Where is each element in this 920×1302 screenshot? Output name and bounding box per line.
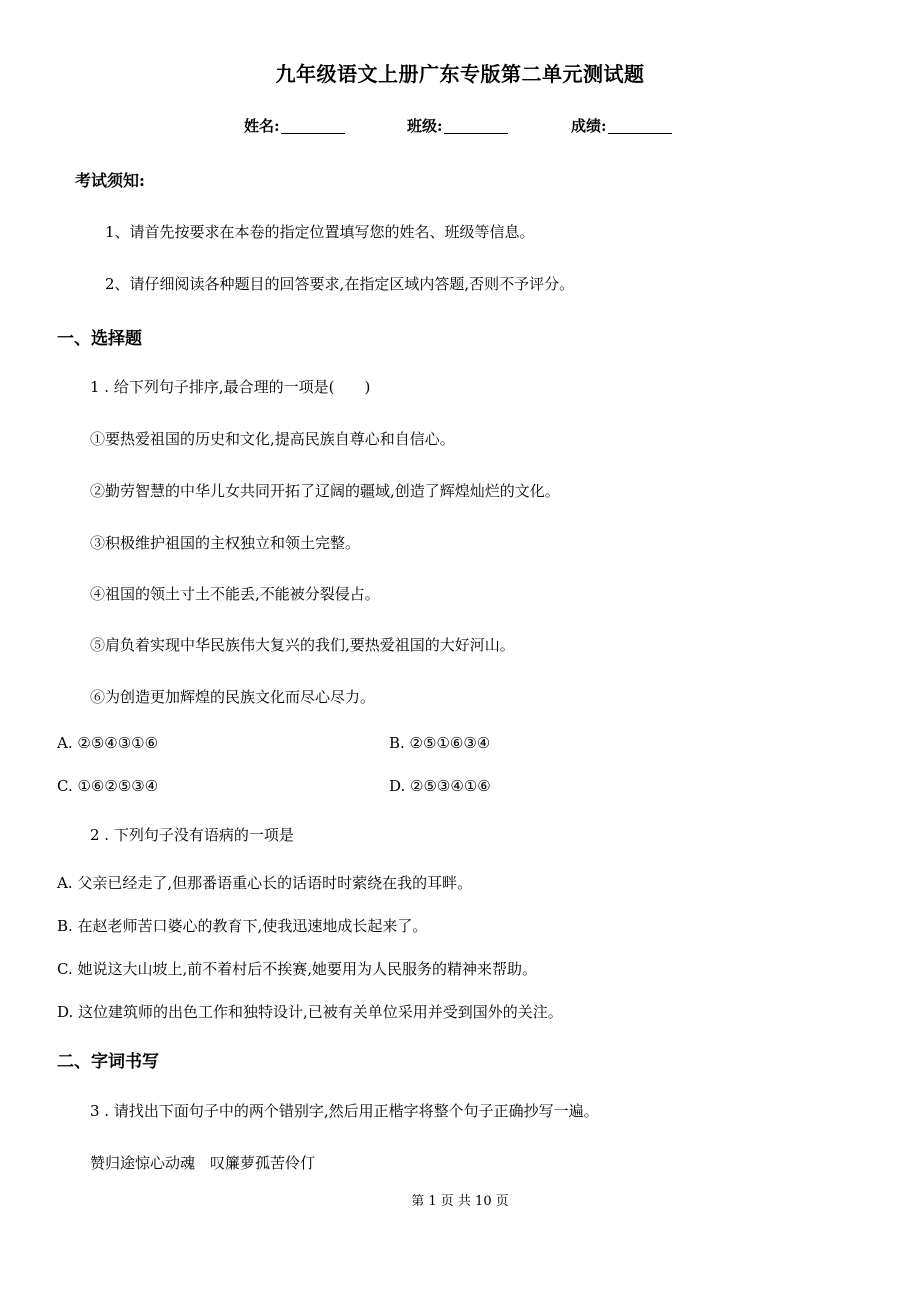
q1-sentence: ④祖国的领土寸土不能丢,不能被分裂侵占。 bbox=[90, 585, 380, 603]
q2-option-b[interactable]: B. 在赵老师苦口婆心的教育下,使我迅速地成长起来了。 bbox=[57, 917, 428, 935]
notice-item: 1、请首先按要求在本卷的指定位置填写您的姓名、班级等信息。 bbox=[105, 223, 535, 241]
q1-sentence: ⑥为创造更加辉煌的民族文化而尽心尽力。 bbox=[90, 688, 376, 706]
page-title: 九年级语文上册广东专版第二单元测试题 bbox=[275, 62, 645, 86]
score-blank bbox=[608, 118, 672, 134]
name-field bbox=[244, 115, 345, 136]
name-label: 姓名: bbox=[244, 117, 280, 135]
question-2-stem: 2 . 下列句子没有语病的一项是 bbox=[90, 826, 294, 844]
q1-option-b[interactable]: B. ②⑤①⑥③④ bbox=[389, 734, 491, 752]
q2-option-a[interactable]: A. 父亲已经走了,但那番语重心长的话语时时萦绕在我的耳畔。 bbox=[57, 874, 473, 892]
q1-option-d[interactable]: D. ②⑤③④①⑥ bbox=[389, 777, 491, 795]
section-heading-choice: 一、选择题 bbox=[57, 329, 142, 349]
name-blank bbox=[281, 118, 345, 134]
q1-sentence: ③积极维护祖国的主权独立和领土完整。 bbox=[90, 534, 361, 552]
class-field bbox=[407, 115, 508, 136]
notice-heading: 考试须知: bbox=[75, 171, 145, 190]
score-label: 成绩: bbox=[571, 117, 607, 135]
question-3-stem: 3 . 请找出下面句子中的两个错别字,然后用正楷字将整个句子正确抄写一遍。 bbox=[90, 1102, 599, 1120]
q2-option-c[interactable]: C. 她说这大山坡上,前不着村后不挨赛,她要用为人民服务的精神来帮助。 bbox=[57, 960, 538, 978]
section-heading-writing: 二、字词书写 bbox=[57, 1052, 159, 1072]
class-blank bbox=[444, 118, 508, 134]
question-3-text: 赞归途惊心动魂 叹簾萝孤苦伶仃 bbox=[90, 1154, 316, 1172]
q2-option-d[interactable]: D. 这位建筑师的出色工作和独特设计,已被有关单位采用并受到国外的关注。 bbox=[57, 1003, 563, 1021]
q1-sentence: ②勤劳智慧的中华儿女共同开拓了辽阔的疆域,创造了辉煌灿烂的文化。 bbox=[90, 482, 560, 500]
score-field bbox=[571, 115, 672, 136]
q1-sentence: ①要热爱祖国的历史和文化,提高民族自尊心和自信心。 bbox=[90, 430, 455, 448]
page-footer: 第 1 页 共 10 页 bbox=[411, 1194, 509, 1209]
q1-sentence: ⑤肩负着实现中华民族伟大复兴的我们,要热爱祖国的大好河山。 bbox=[90, 636, 515, 654]
q1-option-a[interactable]: A. ②⑤④③①⑥ bbox=[57, 734, 159, 752]
q1-option-c[interactable]: C. ①⑥②⑤③④ bbox=[57, 777, 159, 795]
question-1-stem: 1 . 给下列句子排序,最合理的一项是( ) bbox=[90, 378, 371, 396]
notice-item: 2、请仔细阅读各种题目的回答要求,在指定区域内答题,否则不予评分。 bbox=[105, 275, 575, 293]
class-label: 班级: bbox=[407, 117, 443, 135]
